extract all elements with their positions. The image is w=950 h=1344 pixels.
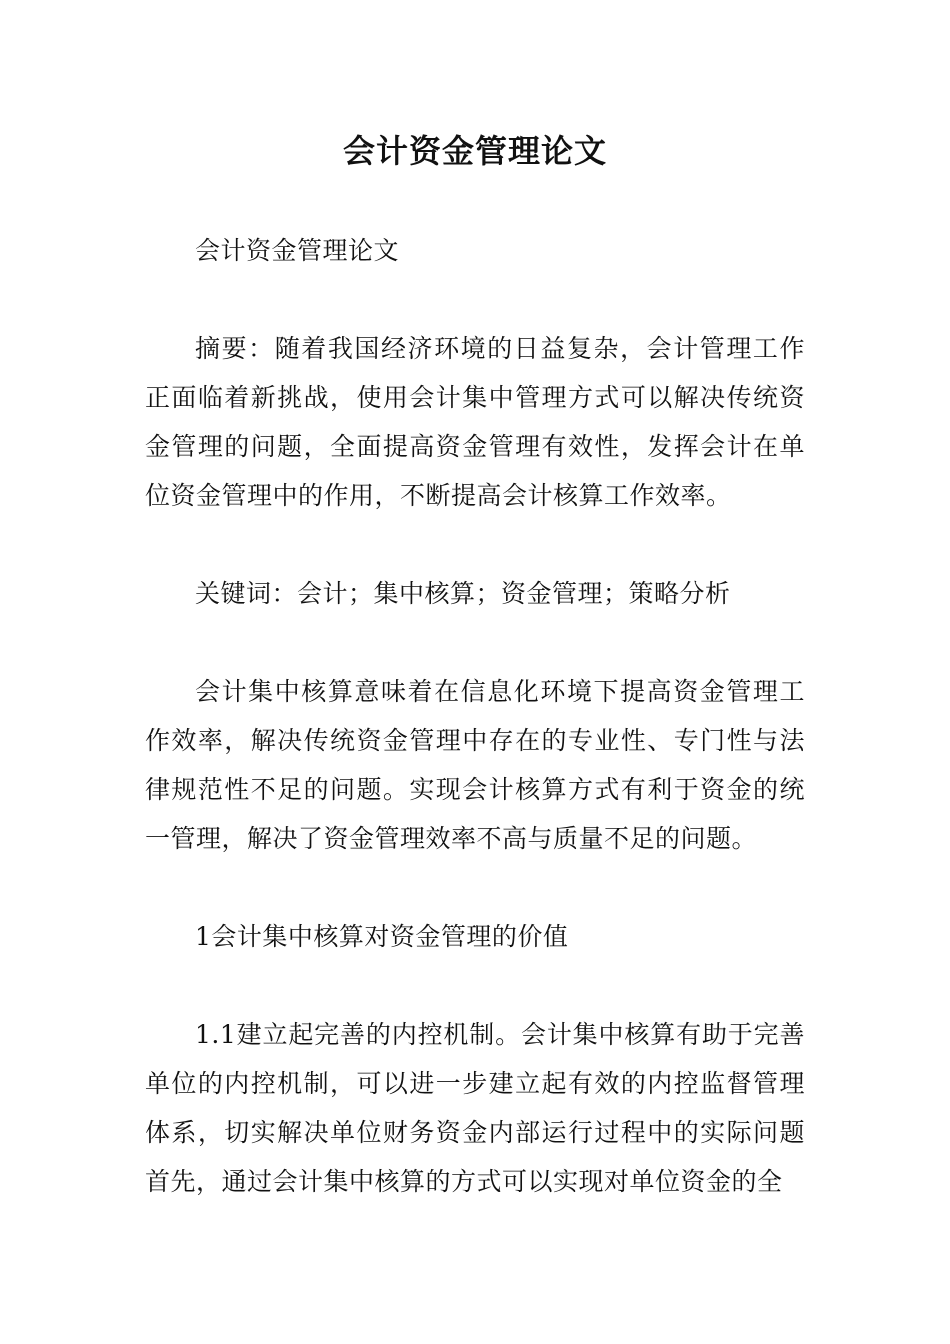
- document-title: 会计资金管理论文: [342, 132, 607, 170]
- paragraph-gap: [145, 618, 805, 667]
- paragraph-gap: [145, 520, 805, 569]
- paragraph-gap: [145, 961, 805, 1010]
- abstract-paragraph: 摘要：随着我国经济环境的日益复杂，会计管理工作正面临着新挑战，使用会计集中管理方式可以解决传统资金管理的问题，全面提高资金管理有效性，发挥会计在单位资金管理中的作用，不断提高会计核算工作效率。: [145, 334, 805, 510]
- intro-paragraph: 会计集中核算意味着在信息化环境下提高资金管理工作效率，解决传统资金管理中存在的专业性、专门性与法律规范性不足的问题。实现会计核算方式有利于资金的统一管理，解决了资金管理效率不高与质量不足的问题。: [145, 677, 805, 853]
- subtitle-paragraph: 会计资金管理论文: [195, 236, 400, 265]
- section-heading: 1会计集中核算对资金管理的价值: [195, 922, 569, 951]
- paragraph-gap: [145, 275, 805, 324]
- paragraph-gap: [145, 863, 805, 912]
- keywords-paragraph: 关键词：会计；集中核算；资金管理；策略分析: [195, 579, 731, 608]
- document-body: [145, 226, 805, 1206]
- section-paragraph: 1.1建立起完善的内控机制。会计集中核算有助于完善单位的内控机制，可以进一步建立起有效的内控监督管理体系，切实解决单位财务资金内部运行过程中的实际问题首先，通过会计集中核算的方式可以实现对单位资金的全: [145, 1020, 805, 1196]
